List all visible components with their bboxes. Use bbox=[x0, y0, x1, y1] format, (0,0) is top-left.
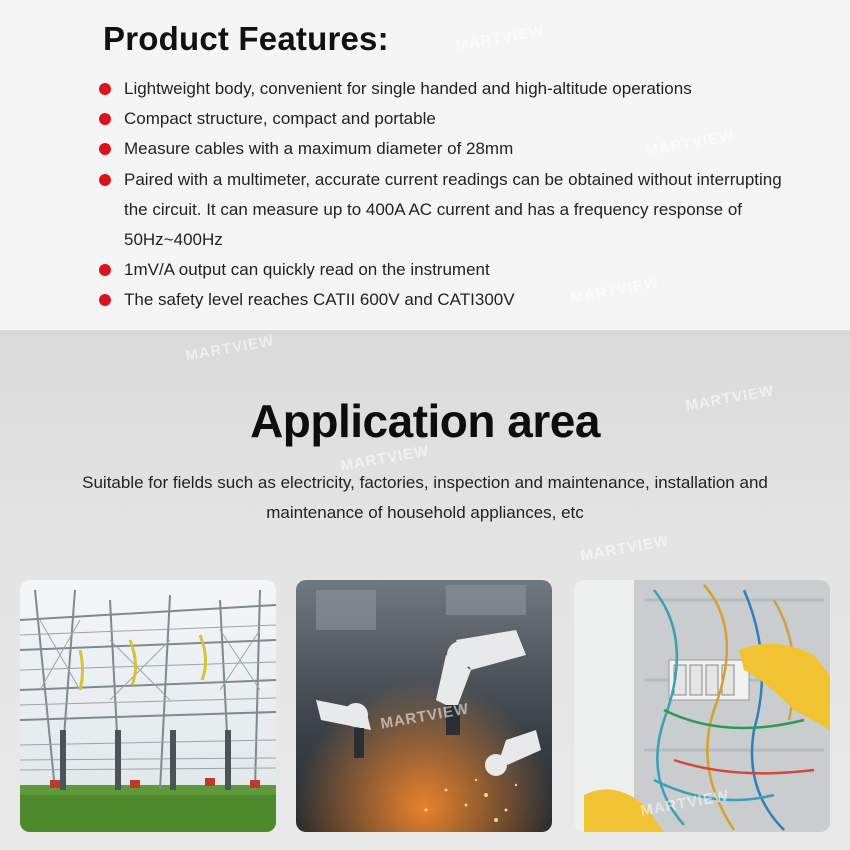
feature-item bbox=[97, 285, 797, 315]
feature-text: Measure cables with a maximum diameter of 28mm bbox=[124, 139, 514, 159]
watermark-text: MARTVIEW bbox=[639, 787, 731, 820]
feature-text: Compact structure, compact and portable bbox=[124, 109, 436, 129]
bullet-icon bbox=[99, 143, 111, 155]
watermark-text: MARTVIEW bbox=[454, 22, 546, 55]
bullet-icon bbox=[99, 113, 111, 125]
feature-text: 1mV/A output can quickly read on the instrument bbox=[124, 260, 490, 280]
feature-item bbox=[97, 165, 794, 256]
feature-text: The safety level reaches CATII 600V and CATI300V bbox=[124, 290, 515, 310]
factory-robot-photo bbox=[296, 580, 552, 832]
feature-text: Lightweight body, convenient for single handed and high-altitude operations bbox=[124, 79, 692, 98]
watermark-text: MARTVIEW bbox=[644, 127, 736, 160]
application-description: Suitable for fields such as electricity, factories, inspection and maintenance, installation and maintenance of household appliances, etc bbox=[82, 473, 768, 522]
bullet-icon bbox=[99, 174, 111, 186]
bullet-icon bbox=[99, 264, 111, 276]
watermark-text: MARTVIEW bbox=[684, 382, 776, 415]
feature-item bbox=[97, 74, 797, 104]
feature-text: Paired with a multimeter, accurate current readings can be obtained without interrupting the circuit. It can measure up to 400A AC current and has a frequency response of 50Hz~400Hz bbox=[124, 169, 782, 250]
watermark-text: MARTVIEW bbox=[339, 442, 431, 475]
substation-photo bbox=[20, 580, 276, 832]
watermark-text: MARTVIEW bbox=[579, 532, 671, 565]
watermark-text: MARTVIEW bbox=[184, 332, 276, 365]
feature-item bbox=[97, 104, 797, 134]
features-list bbox=[97, 74, 797, 316]
watermark-text: MARTVIEW bbox=[569, 274, 661, 307]
bullet-icon bbox=[99, 83, 111, 95]
feature-item bbox=[97, 255, 797, 285]
application-title: Application area bbox=[250, 395, 600, 447]
features-title: Product Features: bbox=[103, 20, 389, 57]
product-features-section bbox=[0, 0, 850, 330]
watermark-text: MARTVIEW bbox=[379, 700, 471, 733]
bullet-icon bbox=[99, 294, 111, 306]
